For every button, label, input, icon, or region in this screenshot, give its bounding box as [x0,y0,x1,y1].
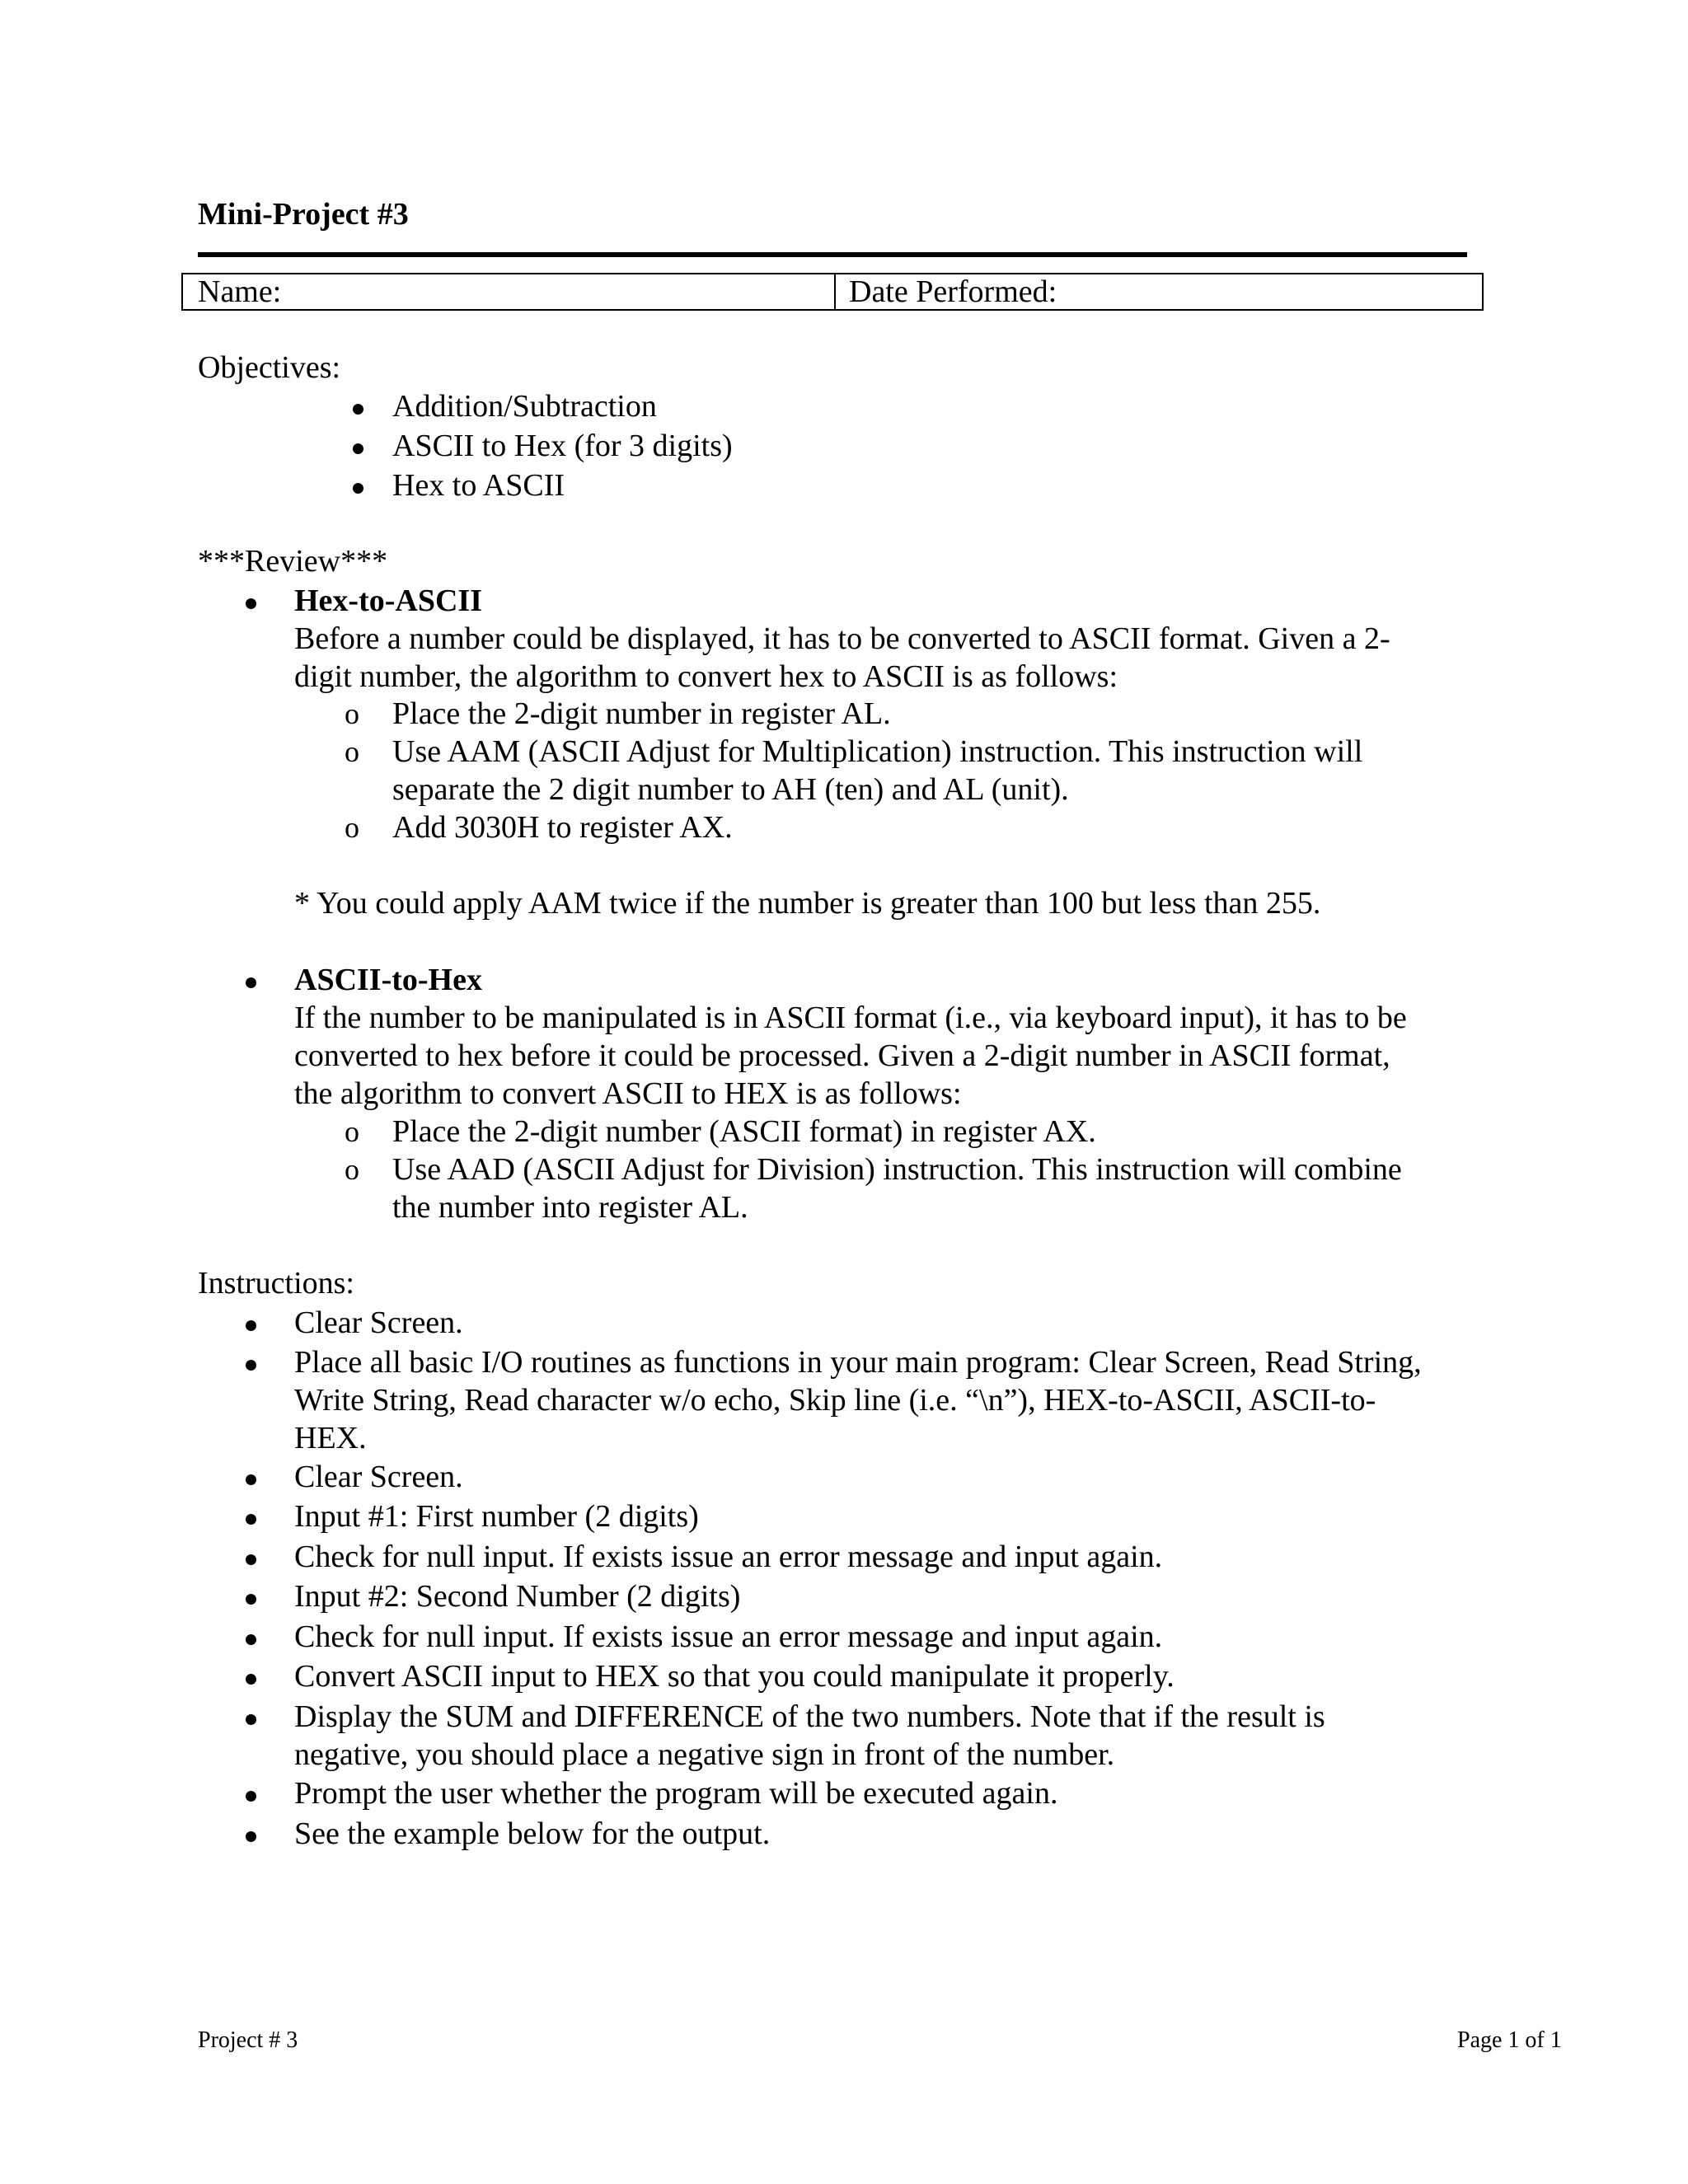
hex-to-ascii-text: Before a number could be displayed, it has to be converted to ASCII format. Given a 2- [294,621,1390,656]
objective-item: ASCII to Hex (for 3 digits) [392,429,733,463]
bullet-icon [246,1514,256,1525]
bullet-icon [246,1674,256,1685]
instruction-item: Check for null input. If exists issue an error message and input again. [294,1540,1163,1574]
title-rule [198,252,1467,257]
bullet-icon [246,1320,256,1331]
ascii-to-hex-step: Place the 2-digit number (ASCII format) in register AX. [392,1114,1096,1149]
page-title: Mini-Project #3 [198,197,409,232]
sub-bullet-icon: o [345,1115,359,1148]
bullet-icon [246,1831,256,1842]
hex-to-ascii-text: digit number, the algorithm to convert hex to ASCII is as follows: [294,659,1118,694]
hex-to-ascii-step: Place the 2-digit number in register AL. [392,696,891,731]
ascii-to-hex-text: If the number to be manipulated is in ASCII format (i.e., via keyboard input), it has to be [294,1001,1407,1035]
objectives-heading: Objectives: [198,350,341,385]
instruction-item-cont: negative, you should place a negative sign in front of the number. [294,1737,1115,1772]
instruction-item: Input #2: Second Number (2 digits) [294,1579,741,1614]
instruction-item: Prompt the user whether the program will be executed again. [294,1776,1058,1811]
footer-right: Page 1 of 1 [1457,2027,1562,2053]
info-table [181,273,1484,311]
instruction-item: Convert ASCII input to HEX so that you could manipulate it properly. [294,1659,1175,1694]
instruction-item: Place all basic I/O routines as functions in your main program: Clear Screen, Read String, [294,1345,1422,1380]
bullet-icon [246,977,256,988]
bullet-icon [246,1634,256,1645]
instruction-item: Input #1: First number (2 digits) [294,1499,699,1534]
bullet-icon [353,443,363,454]
ascii-to-hex-text: converted to hex before it could be processed. Given a 2-digit number in ASCII format, [294,1038,1390,1073]
bullet-icon [246,1474,256,1485]
hex-to-ascii-note: * You could apply AAM twice if the number is greater than 100 but less than 255. [294,886,1321,921]
hex-to-ascii-step: Add 3030H to register AX. [392,810,733,845]
instruction-item: See the example below for the output. [294,1816,771,1851]
objective-item: Addition/Subtraction [392,389,657,424]
sub-bullet-icon: o [345,735,359,768]
name-cell [183,274,836,309]
sub-bullet-icon: o [345,697,359,730]
ascii-to-hex-step-cont: the number into register AL. [392,1190,748,1225]
name-label: Name: [198,274,282,309]
instruction-item: Clear Screen. [294,1460,463,1494]
bullet-icon [246,1594,256,1605]
hex-to-ascii-step-cont: separate the 2 digit number to AH (ten) and AL (unit). [392,772,1069,807]
sub-bullet-icon: o [345,1153,359,1186]
date-performed-cell [836,274,1482,309]
review-heading: ***Review*** [198,544,388,579]
bullet-icon [246,1360,256,1371]
ascii-to-hex-title: ASCII-to-Hex [294,963,482,997]
objective-item: Hex to ASCII [392,468,565,503]
hex-to-ascii-title: Hex-to-ASCII [294,583,482,618]
bullet-icon [246,1714,256,1725]
bullet-icon [353,483,363,494]
bullet-icon [246,1791,256,1802]
bullet-icon [246,1554,256,1565]
bullet-icon [246,598,256,609]
instruction-item: Check for null input. If exists issue an error message and input again. [294,1619,1163,1654]
footer-left: Project # 3 [198,2027,298,2053]
ascii-to-hex-step: Use AAD (ASCII Adjust for Division) instruction. This instruction will combine [392,1152,1402,1187]
instruction-item: Display the SUM and DIFFERENCE of the two numbers. Note that if the result is [294,1699,1325,1734]
bullet-icon [353,404,363,415]
instruction-item-cont: Write String, Read character w/o echo, Skip line (i.e. “\n”), HEX-to-ASCII, ASCII-to- [294,1383,1376,1418]
instructions-heading: Instructions: [198,1266,354,1301]
sub-bullet-icon: o [345,811,359,844]
instruction-item-cont: HEX. [294,1421,367,1455]
hex-to-ascii-step: Use AAM (ASCII Adjust for Multiplication) instruction. This instruction will [392,734,1363,769]
instruction-item: Clear Screen. [294,1305,463,1340]
date-performed-label: Date Performed: [849,274,1057,309]
ascii-to-hex-text: the algorithm to convert ASCII to HEX is as follows: [294,1076,962,1111]
